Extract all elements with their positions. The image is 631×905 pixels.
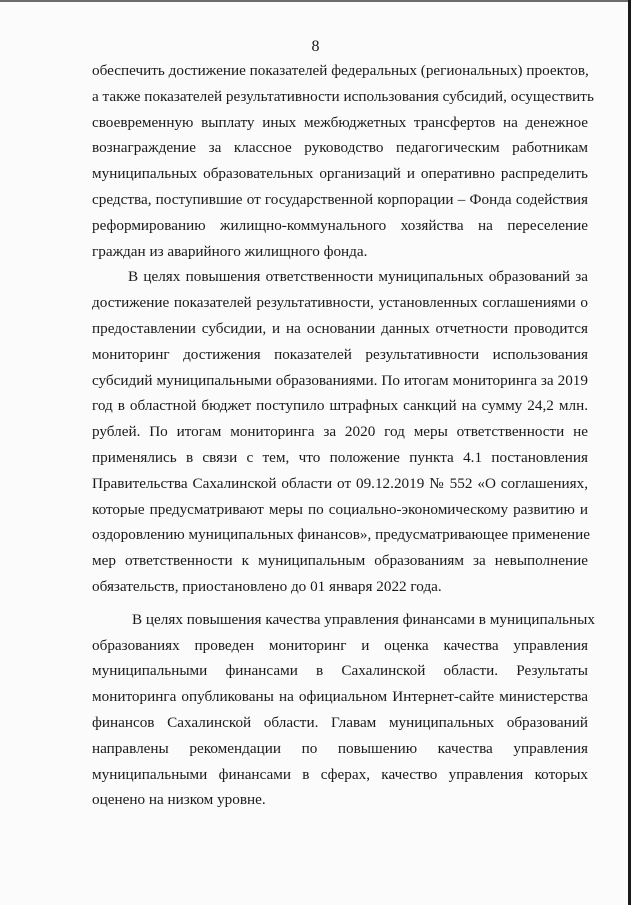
- paragraph-gap: [92, 600, 588, 607]
- text-line: год в областной бюджет поступило штрафных санкций на сумму 24,2 млн.: [92, 397, 588, 415]
- text-line: вознаграждение за классное руководство педагогическим работникам: [92, 139, 588, 157]
- text-line: Правительства Сахалинской области от 09.12.2019 № 552 «О соглашениях,: [92, 474, 588, 492]
- text-line: обязательств, приостановлено до 01 января 2022 года.: [92, 577, 442, 595]
- text-line: реформированию жилищно-коммунального хозяйства на переселение: [92, 216, 588, 234]
- text-line: оценено на низком уровне.: [92, 791, 266, 809]
- document-body: [92, 58, 595, 813]
- text-line: граждан из аварийного жилищного фонда.: [92, 242, 368, 260]
- paragraph: [92, 607, 595, 813]
- text-line: направлены рекомендации по повышению качества управления: [92, 739, 588, 757]
- page-number: 8: [311, 38, 320, 55]
- text-line: В целях повышения ответственности муниципальных образований за: [128, 268, 588, 286]
- paragraph: [92, 264, 588, 599]
- text-line: своевременную выплату иных межбюджетных трансфертов на денежное: [92, 113, 588, 131]
- text-line: образованиях проведен мониторинг и оценка качества управления: [92, 636, 588, 654]
- text-line: средства, поступившие от государственной корпорации – Фонда содействия: [92, 190, 588, 208]
- text-line: В целях повышения качества управления финансами в муниципальных: [132, 610, 595, 628]
- text-line: мониторинг достижения показателей результативности использования: [92, 345, 588, 363]
- text-line: муниципальными финансами в сферах, качество управления которых: [92, 765, 588, 783]
- text-line: муниципальными финансами в Сахалинской области. Результаты: [92, 662, 588, 680]
- text-line: обеспечить достижение показателей федеральных (региональных) проектов,: [92, 62, 589, 79]
- text-line: муниципальных образовательных организаций и оперативно распределить: [92, 165, 588, 183]
- text-line: субсидий муниципальными образованиями. По итогам мониторинга за 2019: [92, 371, 588, 389]
- text-line: достижение показателей результативности, установленных соглашениями о: [92, 294, 588, 312]
- text-line: финансов Сахалинской области. Главам муниципальных образований: [92, 713, 588, 731]
- text-line: мониторинга опубликованы на официальном Интернет-сайте министерства: [92, 688, 588, 706]
- text-line: предоставлении субсидии, и на основании данных отчетности проводится: [92, 319, 588, 337]
- text-line: применялись в связи с тем, что положение пункта 4.1 постановления: [92, 448, 588, 466]
- text-line: рублей. По итогам мониторинга за 2020 год меры ответственности не: [92, 423, 588, 441]
- text-line: которые предусматривают меры по социально-экономическому развитию и: [92, 500, 588, 518]
- text-line: а также показателей результативности использования субсидий, осуществить: [92, 87, 594, 105]
- text-line: оздоровлению муниципальных финансов», предусматривающее применение: [92, 526, 590, 544]
- scan-top-edge: [0, 0, 631, 2]
- text-line: мер ответственности к муниципальным образованиям за невыполнение: [92, 552, 588, 570]
- paragraph: [92, 58, 594, 264]
